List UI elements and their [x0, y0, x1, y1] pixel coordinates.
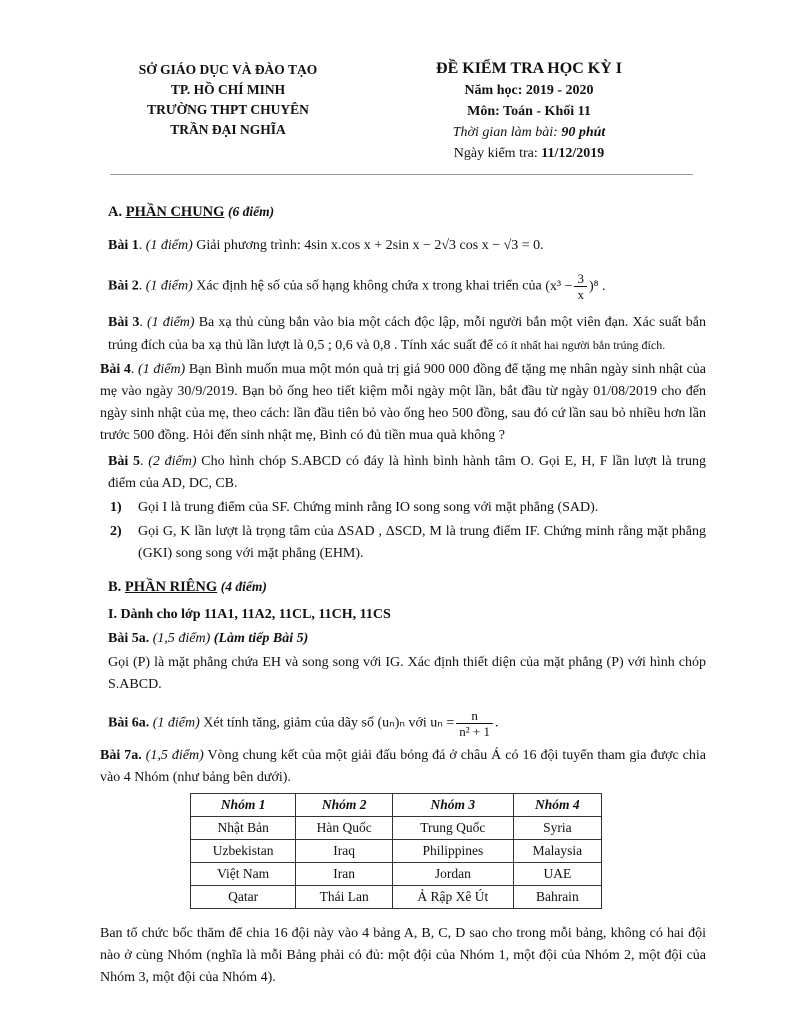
city-line: TP. HỒ CHÍ MINH [170, 82, 286, 97]
bai-5-items [108, 497, 706, 565]
exam-content [100, 200, 707, 989]
dept-line: SỞ GIÁO DỤC VÀ ĐÀO TẠO [138, 62, 318, 77]
table-row: Qatar Thái Lan Ả Rập Xê Út Bahrain [191, 886, 602, 909]
school-year: Năm học: 2019 - 2020 [464, 83, 594, 98]
bai-4: Bài 4. (1 điểm) Bạn Bình muốn mua một món quà trị giá 900 000 đồng để tặng mẹ nhân ngày sinh nhật của mẹ vào ngày 30/9/2019. Bạn bỏ ống heo tiết kiệm mỗi ngày một lần, bắt đầu từ ngày 01/08/2019 cho đến ngày sinh nhật của mẹ, theo cách: lần đầu tiên bỏ vào ống heo 500 đồng, sau đó cứ lần sau bỏ nhiều hơn lần trước 500 đồng. Hỏi đến sinh nhật mẹ, Bình có đủ tiền mua quà không ? [100, 362, 707, 443]
table-row: Việt Nam Iran Jordan UAE [191, 863, 602, 886]
table-row: Nhật Bản Hàn Quốc Trung Quốc Syria [191, 817, 602, 840]
school-name-line: TRẦN ĐẠI NGHĨA [170, 122, 286, 137]
subsection-title: I. Dành cho lớp 11A1, 11A2, 11CL, 11CH, 11CS [108, 607, 391, 622]
bai-6a: Bài 6a. (1 điểm) Xét tính tăng, giảm của dãy số (uₙ)ₙ với uₙ = $\frac{n}{\text{n² + 1}}$ . [108, 708, 499, 739]
bai-5: Bài 5. (2 điểm) Cho hình chóp S.ABCD có đáy là hình bình hành tâm O. Gọi E, H, F lần lượt là trung điểm của AD, DC, CB. [108, 454, 707, 491]
bai-1: Bài 1. (1 điểm) Giải phương trình: 4sin x.cos x + 2sin x − 2√3 cos x − √3 = 0. [108, 238, 544, 253]
bai-2: Bài 2. (1 điểm) Xác định hệ số của số hạng không chứa x trong khai triển của (x³ − $\frac{3}{x}$ )⁸ . [108, 271, 606, 302]
date-line: Ngày kiểm tra: 11/12/2019 [453, 146, 605, 161]
bai-3: Bài 3. (1 điểm) Ba xạ thủ cùng bắn vào bia một cách độc lập, mỗi người bắn một viên đạn. Xác suất bắn trúng đích của ba xạ thủ lần lượt là 0,5 ; 0,6 và 0,8 . Tính xác suất để có ít nhất hai người bắn trúng đích. [108, 315, 706, 353]
section-a-title: A. PHẦN CHUNG (6 điểm) [108, 204, 275, 220]
bai-1-formula: 4sin x.cos x + 2sin x − 2√3 cos x − √3 = 0. [304, 238, 544, 253]
bai-5a-title: Bài 5a. (1,5 điểm) (Làm tiếp Bài 5) [108, 631, 309, 646]
school-line: TRƯỜNG THPT CHUYÊN [147, 102, 309, 117]
bai-7a-after: Ban tổ chức bốc thăm để chia 16 đội này vào 4 bảng A, B, C, D sao cho trong mỗi bảng, không có hai đội nào ở cùng Nhóm (nghĩa là mỗi Bảng phải có đủ: một đội của Nhóm 1, một đội của Nhóm 2, một đội của Nhóm 3, một đội của Nhóm 4). [100, 926, 706, 985]
exam-header [0, 58, 792, 178]
table-header-row: Nhóm 1 Nhóm 2 Nhóm 3 Nhóm 4 [191, 794, 602, 817]
list-item: 2) Gọi G, K lần lượt là trọng tâm của ΔSAD , ΔSCD, M là trung điểm IF. Chứng minh rằng mặt phẳng (GKI) song song với mặt phẳng (EHM). [110, 524, 706, 561]
table-row: Uzbekistan Iraq Philippines Malaysia [191, 840, 602, 863]
school-block [112, 60, 344, 140]
time-line: Thời gian làm bài: 90 phút [452, 125, 606, 140]
exam-info-block [404, 58, 654, 164]
subject: Môn: Toán - Khối 11 [467, 104, 591, 119]
section-b-title: B. PHẦN RIÊNG (4 điểm) [108, 579, 267, 595]
bai-7a: Bài 7a. (1,5 điểm) Vòng chung kết của một giải đấu bóng đá ở châu Á có 16 đội tuyển tham gia được chia vào 4 Nhóm (như bảng bên dưới). [100, 748, 706, 785]
list-item: 1) Gọi I là trung điểm của SF. Chứng minh rằng IO song song với mặt phẳng (SAD). [110, 500, 599, 515]
exam-title: ĐỀ KIỂM TRA HỌC KỲ I [436, 60, 622, 77]
bai-5a-text: Gọi (P) là mặt phẳng chứa EH và song song với IG. Xác định thiết diện của mặt phẳng (P) với hình chóp S.ABCD. [108, 655, 706, 692]
groups-table [190, 793, 602, 909]
header-divider [110, 174, 693, 175]
bai-2-expression: (x³ − $\frac{3}{x}$ )⁸ . [545, 271, 606, 302]
